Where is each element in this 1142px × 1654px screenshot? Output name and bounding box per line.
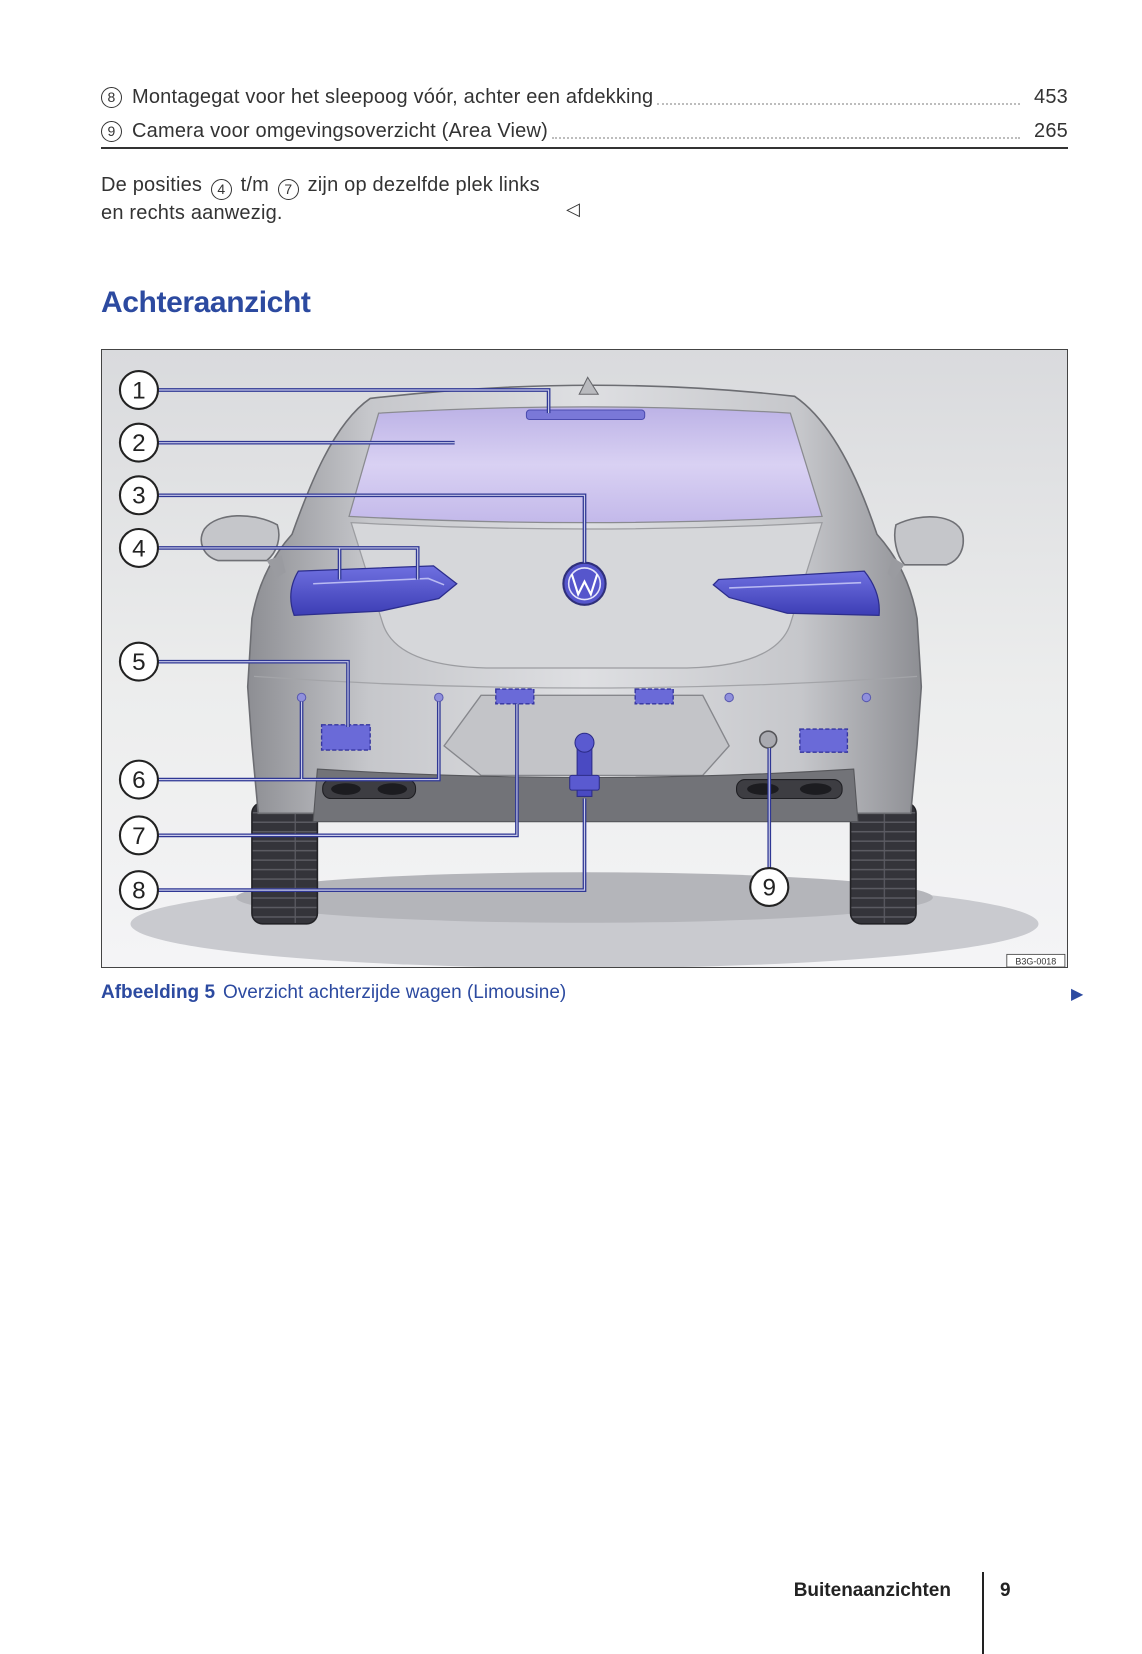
- tow-hook-mount: [570, 775, 600, 790]
- right-mirror: [895, 517, 964, 565]
- parking-sensor-inner-left: [435, 693, 443, 701]
- left-exhaust-pipe-outer: [378, 783, 408, 795]
- caption-text: Overzicht achterzijde wagen (Limousine): [223, 982, 567, 1003]
- right-exhaust-pipe-inner: [747, 783, 779, 795]
- left-exhaust-pipe-inner: [331, 783, 361, 795]
- item-text: Montagegat voor het sleepoog vóór, achter een afdekking: [132, 85, 654, 108]
- callout-label-8: 8: [132, 877, 146, 905]
- figure-code: B3G-0018: [1015, 956, 1057, 967]
- note-line-1-end: zijn op dezelfde plek links: [307, 174, 540, 196]
- section-end-icon: ◁: [566, 199, 580, 220]
- right-rear-tire: [851, 803, 916, 924]
- list-item: [101, 80, 1068, 114]
- car-rear-illustration: [102, 350, 1067, 967]
- note-from-badge: 4: [211, 179, 232, 200]
- note-range-word: t/m: [240, 174, 270, 196]
- callout-label-1: 1: [132, 377, 146, 405]
- page-number: 9: [1000, 1580, 1011, 1601]
- right-exhaust-pipe-outer: [800, 783, 832, 795]
- page-reference[interactable]: 265: [1034, 119, 1068, 142]
- right-plate-sensor: [635, 689, 673, 704]
- position-note: [101, 172, 540, 226]
- footer-section-title: Buitenaanzichten: [793, 1580, 951, 1601]
- callout-label-5: 5: [132, 649, 146, 677]
- left-mirror: [201, 516, 279, 561]
- left-rear-tire: [252, 803, 317, 924]
- parking-sensor-inner-right: [725, 693, 733, 701]
- caption-label: Afbeelding 5: [101, 982, 216, 1003]
- list-item: [101, 114, 1068, 148]
- item-number-badge: 9: [101, 121, 122, 142]
- callout-label-3: 3: [132, 482, 146, 510]
- section-heading: Achteraanzicht: [101, 286, 311, 319]
- note-line-1: [101, 172, 540, 200]
- reference-list: [101, 80, 1068, 148]
- right-side-sensor: [800, 729, 848, 752]
- callout-label-6: 6: [132, 767, 146, 794]
- figure-caption: [101, 982, 566, 1004]
- high-mount-brake-light: [526, 410, 644, 419]
- area-view-camera: [760, 731, 777, 748]
- page-reference[interactable]: 453: [1034, 85, 1068, 108]
- callout-label-7: 7: [132, 822, 146, 850]
- rear-view-figure: [101, 349, 1068, 968]
- dot-leader: [657, 103, 1020, 105]
- parking-sensor-outer-right: [862, 693, 870, 701]
- footer-divider: [982, 1572, 984, 1654]
- item-text: Camera voor omgevingsoverzicht (Area View): [132, 119, 548, 142]
- callout-label-9: 9: [762, 874, 777, 902]
- callout-label-4: 4: [132, 535, 146, 563]
- left-plate-sensor: [496, 689, 534, 704]
- list-divider: [101, 147, 1068, 149]
- dot-leader: [552, 137, 1020, 139]
- item-number-badge: 8: [101, 87, 122, 108]
- left-side-sensor: [322, 725, 371, 750]
- continue-arrow-icon: ▶: [1071, 984, 1084, 1003]
- parking-sensor-outer-left: [297, 693, 305, 701]
- note-prefix: De posities: [101, 174, 203, 196]
- note-line-2: en rechts aanwezig.: [101, 201, 283, 224]
- tow-hook-ball: [575, 733, 594, 752]
- note-to-badge: 7: [278, 179, 299, 200]
- callout-label-2: 2: [132, 430, 146, 458]
